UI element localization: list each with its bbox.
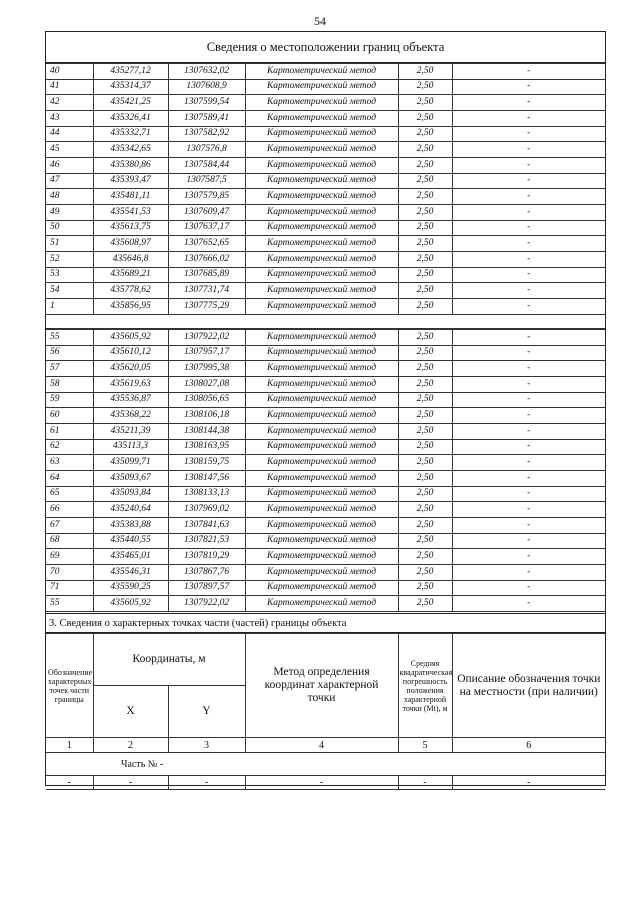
table-row <box>46 408 605 424</box>
method-cell: Картометрический метод <box>245 564 398 580</box>
method-cell: Картометрический метод <box>245 157 398 173</box>
method-cell: Картометрический метод <box>245 330 398 346</box>
description-cell: - <box>452 142 605 158</box>
point-number-cell: 49 <box>46 204 93 220</box>
table-row <box>46 376 605 392</box>
table-row <box>46 330 605 346</box>
header-mt: Средняя квадратическая погрешность положения характерной точки (Mt), м <box>398 634 452 738</box>
method-cell: Картометрический метод <box>245 517 398 533</box>
mt-value-cell: 2,50 <box>398 502 452 518</box>
method-cell: Картометрический метод <box>245 439 398 455</box>
description-cell: - <box>452 126 605 142</box>
mt-value-cell: 2,50 <box>398 533 452 549</box>
coord-y-cell: 1307652,65 <box>168 236 245 252</box>
description-cell: - <box>452 517 605 533</box>
coord-x-cell: 435689,21 <box>93 267 168 283</box>
point-number-cell: 42 <box>46 95 93 111</box>
method-cell: Картометрический метод <box>245 486 398 502</box>
description-cell: - <box>452 455 605 471</box>
coord-x-cell: 435393,47 <box>93 173 168 189</box>
point-number-cell: 54 <box>46 283 93 299</box>
method-cell: Картометрический метод <box>245 79 398 95</box>
method-cell: Картометрический метод <box>245 220 398 236</box>
method-cell: Картометрический метод <box>245 361 398 377</box>
section-title: Сведения о местоположении границ объекта <box>46 32 605 63</box>
coord-x-cell: 435620,05 <box>93 361 168 377</box>
coord-y-cell: 1308147,56 <box>168 470 245 486</box>
coord-y-cell: 1307608,9 <box>168 79 245 95</box>
mt-value-cell: 2,50 <box>398 392 452 408</box>
coord-x-cell: 435342,65 <box>93 142 168 158</box>
point-number-cell: 52 <box>46 251 93 267</box>
method-cell: Картометрический метод <box>245 110 398 126</box>
table-row <box>46 564 605 580</box>
coord-y-cell: 1307666,02 <box>168 251 245 267</box>
column-number: 2 <box>93 738 168 753</box>
description-cell: - <box>452 79 605 95</box>
coord-y-cell: 1308133,13 <box>168 486 245 502</box>
coord-y-cell: 1307897,57 <box>168 580 245 596</box>
mt-value-cell: 2,50 <box>398 486 452 502</box>
table-separator-row <box>46 314 605 329</box>
mt-value-cell: 2,50 <box>398 361 452 377</box>
mt-value-cell: 2,50 <box>398 189 452 205</box>
coord-x-cell: 435383,88 <box>93 517 168 533</box>
mt-value-cell: 2,50 <box>398 455 452 471</box>
mt-value-cell: 2,50 <box>398 439 452 455</box>
description-cell: - <box>452 330 605 346</box>
point-number-cell: 51 <box>46 236 93 252</box>
page-number: 54 <box>314 14 326 28</box>
table-row <box>46 455 605 471</box>
table-row <box>46 502 605 518</box>
description-cell: - <box>452 157 605 173</box>
coord-x-cell: 435211,39 <box>93 423 168 439</box>
point-number-cell: 46 <box>46 157 93 173</box>
table-row <box>46 126 605 142</box>
table-row <box>46 79 605 95</box>
method-cell: Картометрический метод <box>245 64 398 80</box>
point-number-cell: 55 <box>46 596 93 612</box>
description-cell: - <box>452 423 605 439</box>
description-cell: - <box>452 236 605 252</box>
mt-value-cell: 2,50 <box>398 251 452 267</box>
method-cell: Картометрический метод <box>245 455 398 471</box>
table-row <box>46 470 605 486</box>
empty-cell: - <box>398 776 452 790</box>
coord-y-cell: 1307922,02 <box>168 596 245 612</box>
point-number-cell: 69 <box>46 549 93 565</box>
point-number-cell: 48 <box>46 189 93 205</box>
method-cell: Картометрический метод <box>245 502 398 518</box>
method-cell: Картометрический метод <box>245 267 398 283</box>
coord-y-cell: 1307922,02 <box>168 330 245 346</box>
point-number-cell: 40 <box>46 64 93 80</box>
header-coordinates: Координаты, м <box>93 634 245 686</box>
table-row <box>46 64 605 80</box>
description-cell: - <box>452 376 605 392</box>
header-point-designation: Обозначение характерных точек части границы <box>46 634 93 738</box>
method-cell: Картометрический метод <box>245 392 398 408</box>
point-number-cell: 56 <box>46 345 93 361</box>
table-row <box>46 392 605 408</box>
coord-y-cell: 1307995,38 <box>168 361 245 377</box>
section3-title: 3. Сведения о характерных точках части (частей) границы объекта <box>46 613 605 633</box>
method-cell: Картометрический метод <box>245 189 398 205</box>
table-row <box>46 549 605 565</box>
point-number-cell: 70 <box>46 564 93 580</box>
method-cell: Картометрический метод <box>245 126 398 142</box>
empty-cell: - <box>168 776 245 790</box>
boundary-points-table-2 <box>46 329 605 612</box>
method-cell: Картометрический метод <box>245 345 398 361</box>
method-cell: Картометрический метод <box>245 376 398 392</box>
mt-value-cell: 2,50 <box>398 564 452 580</box>
coord-x-cell: 435481,11 <box>93 189 168 205</box>
description-cell: - <box>452 204 605 220</box>
coord-x-cell: 435646,8 <box>93 251 168 267</box>
method-cell: Картометрический метод <box>245 95 398 111</box>
column-number: 5 <box>398 738 452 753</box>
mt-value-cell: 2,50 <box>398 79 452 95</box>
description-cell: - <box>452 486 605 502</box>
point-number-cell: 55 <box>46 330 93 346</box>
mt-value-cell: 2,50 <box>398 64 452 80</box>
coord-y-cell: 1307579,85 <box>168 189 245 205</box>
header-x: X <box>93 686 168 738</box>
column-number: 3 <box>168 738 245 753</box>
coord-y-cell: 1307969,02 <box>168 502 245 518</box>
description-cell: - <box>452 345 605 361</box>
point-number-cell: 60 <box>46 408 93 424</box>
coord-x-cell: 435093,67 <box>93 470 168 486</box>
coord-x-cell: 435608,97 <box>93 236 168 252</box>
point-number-cell: 53 <box>46 267 93 283</box>
table-row <box>46 283 605 299</box>
table-row <box>46 298 605 314</box>
mt-value-cell: 2,50 <box>398 330 452 346</box>
coord-x-cell: 435590,25 <box>93 580 168 596</box>
part-label-row <box>46 753 605 776</box>
boundary-points-table-1 <box>46 63 605 315</box>
coord-x-cell: 435541,53 <box>93 204 168 220</box>
method-cell: Картометрический метод <box>245 549 398 565</box>
empty-cell: - <box>452 776 605 790</box>
point-number-cell: 59 <box>46 392 93 408</box>
coord-x-cell: 435778,62 <box>93 283 168 299</box>
coord-y-cell: 1307599,54 <box>168 95 245 111</box>
mt-value-cell: 2,50 <box>398 423 452 439</box>
method-cell: Картометрический метод <box>245 533 398 549</box>
table-row <box>46 345 605 361</box>
mt-value-cell: 2,50 <box>398 236 452 252</box>
coord-x-cell: 435093,84 <box>93 486 168 502</box>
table-row <box>46 533 605 549</box>
coord-y-cell: 1308159,75 <box>168 455 245 471</box>
point-number-cell: 47 <box>46 173 93 189</box>
method-cell: Картометрический метод <box>245 408 398 424</box>
table-row <box>46 596 605 612</box>
table-row <box>46 95 605 111</box>
table-row <box>46 486 605 502</box>
point-number-cell: 58 <box>46 376 93 392</box>
description-cell: - <box>452 298 605 314</box>
description-cell: - <box>452 251 605 267</box>
empty-cell: - <box>93 776 168 790</box>
section3-table <box>46 633 605 790</box>
description-cell: - <box>452 189 605 205</box>
description-cell: - <box>452 502 605 518</box>
coord-x-cell: 435332,71 <box>93 126 168 142</box>
table-row <box>46 517 605 533</box>
coord-y-cell: 1308106,18 <box>168 408 245 424</box>
point-number-cell: 64 <box>46 470 93 486</box>
method-cell: Картометрический метод <box>245 423 398 439</box>
table-row <box>46 251 605 267</box>
coord-y-cell: 1307685,89 <box>168 267 245 283</box>
coord-x-cell: 435546,31 <box>93 564 168 580</box>
column-number: 1 <box>46 738 93 753</box>
point-number-cell: 67 <box>46 517 93 533</box>
coord-x-cell: 435613,75 <box>93 220 168 236</box>
coord-x-cell: 435465,01 <box>93 549 168 565</box>
coord-y-cell: 1307841,63 <box>168 517 245 533</box>
coord-y-cell: 1307609,47 <box>168 204 245 220</box>
table-row <box>46 173 605 189</box>
description-cell: - <box>452 110 605 126</box>
table-row <box>46 439 605 455</box>
coord-x-cell: 435240,64 <box>93 502 168 518</box>
coord-x-cell: 435440,55 <box>93 533 168 549</box>
coord-y-cell: 1307576,8 <box>168 142 245 158</box>
mt-value-cell: 2,50 <box>398 220 452 236</box>
coord-y-cell: 1307957,17 <box>168 345 245 361</box>
mt-value-cell: 2,50 <box>398 142 452 158</box>
method-cell: Картометрический метод <box>245 204 398 220</box>
point-number-cell: 61 <box>46 423 93 439</box>
mt-value-cell: 2,50 <box>398 157 452 173</box>
mt-value-cell: 2,50 <box>398 126 452 142</box>
empty-cell: - <box>46 776 93 790</box>
point-number-cell: 65 <box>46 486 93 502</box>
point-number-cell: 68 <box>46 533 93 549</box>
coord-x-cell: 435619,63 <box>93 376 168 392</box>
point-number-cell: 45 <box>46 142 93 158</box>
header-method: Метод определения координат характерной точки <box>245 634 398 738</box>
description-cell: - <box>452 95 605 111</box>
description-cell: - <box>452 392 605 408</box>
description-cell: - <box>452 361 605 377</box>
table-row <box>46 110 605 126</box>
table-row <box>46 423 605 439</box>
coord-y-cell: 1307819,29 <box>168 549 245 565</box>
mt-value-cell: 2,50 <box>398 298 452 314</box>
coord-y-cell: 1308027,08 <box>168 376 245 392</box>
description-cell: - <box>452 439 605 455</box>
point-number-cell: 50 <box>46 220 93 236</box>
point-number-cell: 43 <box>46 110 93 126</box>
point-number-cell: 66 <box>46 502 93 518</box>
coord-y-cell: 1307637,17 <box>168 220 245 236</box>
coord-y-cell: 1307775,29 <box>168 298 245 314</box>
method-cell: Картометрический метод <box>245 470 398 486</box>
point-number-cell: 44 <box>46 126 93 142</box>
header-y: Y <box>168 686 245 738</box>
point-number-cell: 57 <box>46 361 93 377</box>
mt-value-cell: 2,50 <box>398 408 452 424</box>
mt-value-cell: 2,50 <box>398 517 452 533</box>
description-cell: - <box>452 283 605 299</box>
coord-y-cell: 1307589,41 <box>168 110 245 126</box>
column-number: 6 <box>452 738 605 753</box>
method-cell: Картометрический метод <box>245 596 398 612</box>
description-cell: - <box>452 596 605 612</box>
mt-value-cell: 2,50 <box>398 470 452 486</box>
method-cell: Картометрический метод <box>245 251 398 267</box>
coord-y-cell: 1308163,95 <box>168 439 245 455</box>
header-description: Описание обозначения точки на местности (при наличии) <box>452 634 605 738</box>
description-cell: - <box>452 564 605 580</box>
method-cell: Картометрический метод <box>245 142 398 158</box>
coord-y-cell: 1308056,65 <box>168 392 245 408</box>
point-number-cell: 41 <box>46 79 93 95</box>
method-cell: Картометрический метод <box>245 580 398 596</box>
coord-y-cell: 1308144,38 <box>168 423 245 439</box>
table-row <box>46 580 605 596</box>
coord-x-cell: 435099,71 <box>93 455 168 471</box>
coord-x-cell: 435277,12 <box>93 64 168 80</box>
table-row <box>46 267 605 283</box>
description-cell: - <box>452 220 605 236</box>
document-frame <box>45 31 606 786</box>
coord-y-cell: 1307582,92 <box>168 126 245 142</box>
point-number-cell: 63 <box>46 455 93 471</box>
coord-x-cell: 435536,87 <box>93 392 168 408</box>
coord-y-cell: 1307584,44 <box>168 157 245 173</box>
coord-y-cell: 1307731,74 <box>168 283 245 299</box>
coord-x-cell: 435421,25 <box>93 95 168 111</box>
mt-value-cell: 2,50 <box>398 376 452 392</box>
method-cell: Картометрический метод <box>245 283 398 299</box>
mt-value-cell: 2,50 <box>398 580 452 596</box>
coord-x-cell: 435113,3 <box>93 439 168 455</box>
table-row <box>46 189 605 205</box>
coord-x-cell: 435380,86 <box>93 157 168 173</box>
empty-cell: - <box>245 776 398 790</box>
mt-value-cell: 2,50 <box>398 283 452 299</box>
coord-x-cell: 435326,41 <box>93 110 168 126</box>
table-row <box>46 361 605 377</box>
mt-value-cell: 2,50 <box>398 204 452 220</box>
mt-value-cell: 2,50 <box>398 173 452 189</box>
table-row <box>46 142 605 158</box>
description-cell: - <box>452 580 605 596</box>
mt-value-cell: 2,50 <box>398 345 452 361</box>
description-cell: - <box>452 267 605 283</box>
part-label: Часть № - <box>121 758 164 770</box>
coord-x-cell: 435605,92 <box>93 330 168 346</box>
table-row <box>46 204 605 220</box>
mt-value-cell: 2,50 <box>398 549 452 565</box>
mt-value-cell: 2,50 <box>398 110 452 126</box>
mt-value-cell: 2,50 <box>398 95 452 111</box>
method-cell: Картометрический метод <box>245 236 398 252</box>
description-cell: - <box>452 533 605 549</box>
method-cell: Картометрический метод <box>245 298 398 314</box>
table-row <box>46 220 605 236</box>
point-number-cell: 71 <box>46 580 93 596</box>
point-number-cell: 1 <box>46 298 93 314</box>
description-cell: - <box>452 408 605 424</box>
table-row <box>46 157 605 173</box>
column-number: 4 <box>245 738 398 753</box>
table-row <box>46 236 605 252</box>
coord-y-cell: 1307632,02 <box>168 64 245 80</box>
coord-x-cell: 435605,92 <box>93 596 168 612</box>
coord-x-cell: 435610,12 <box>93 345 168 361</box>
coord-x-cell: 435856,95 <box>93 298 168 314</box>
coord-x-cell: 435368,22 <box>93 408 168 424</box>
description-cell: - <box>452 173 605 189</box>
coord-x-cell: 435314,37 <box>93 79 168 95</box>
coord-y-cell: 1307867,76 <box>168 564 245 580</box>
description-cell: - <box>452 470 605 486</box>
mt-value-cell: 2,50 <box>398 596 452 612</box>
coord-y-cell: 1307587,5 <box>168 173 245 189</box>
mt-value-cell: 2,50 <box>398 267 452 283</box>
point-number-cell: 62 <box>46 439 93 455</box>
method-cell: Картометрический метод <box>245 173 398 189</box>
coord-y-cell: 1307821,53 <box>168 533 245 549</box>
description-cell: - <box>452 549 605 565</box>
description-cell: - <box>452 64 605 80</box>
